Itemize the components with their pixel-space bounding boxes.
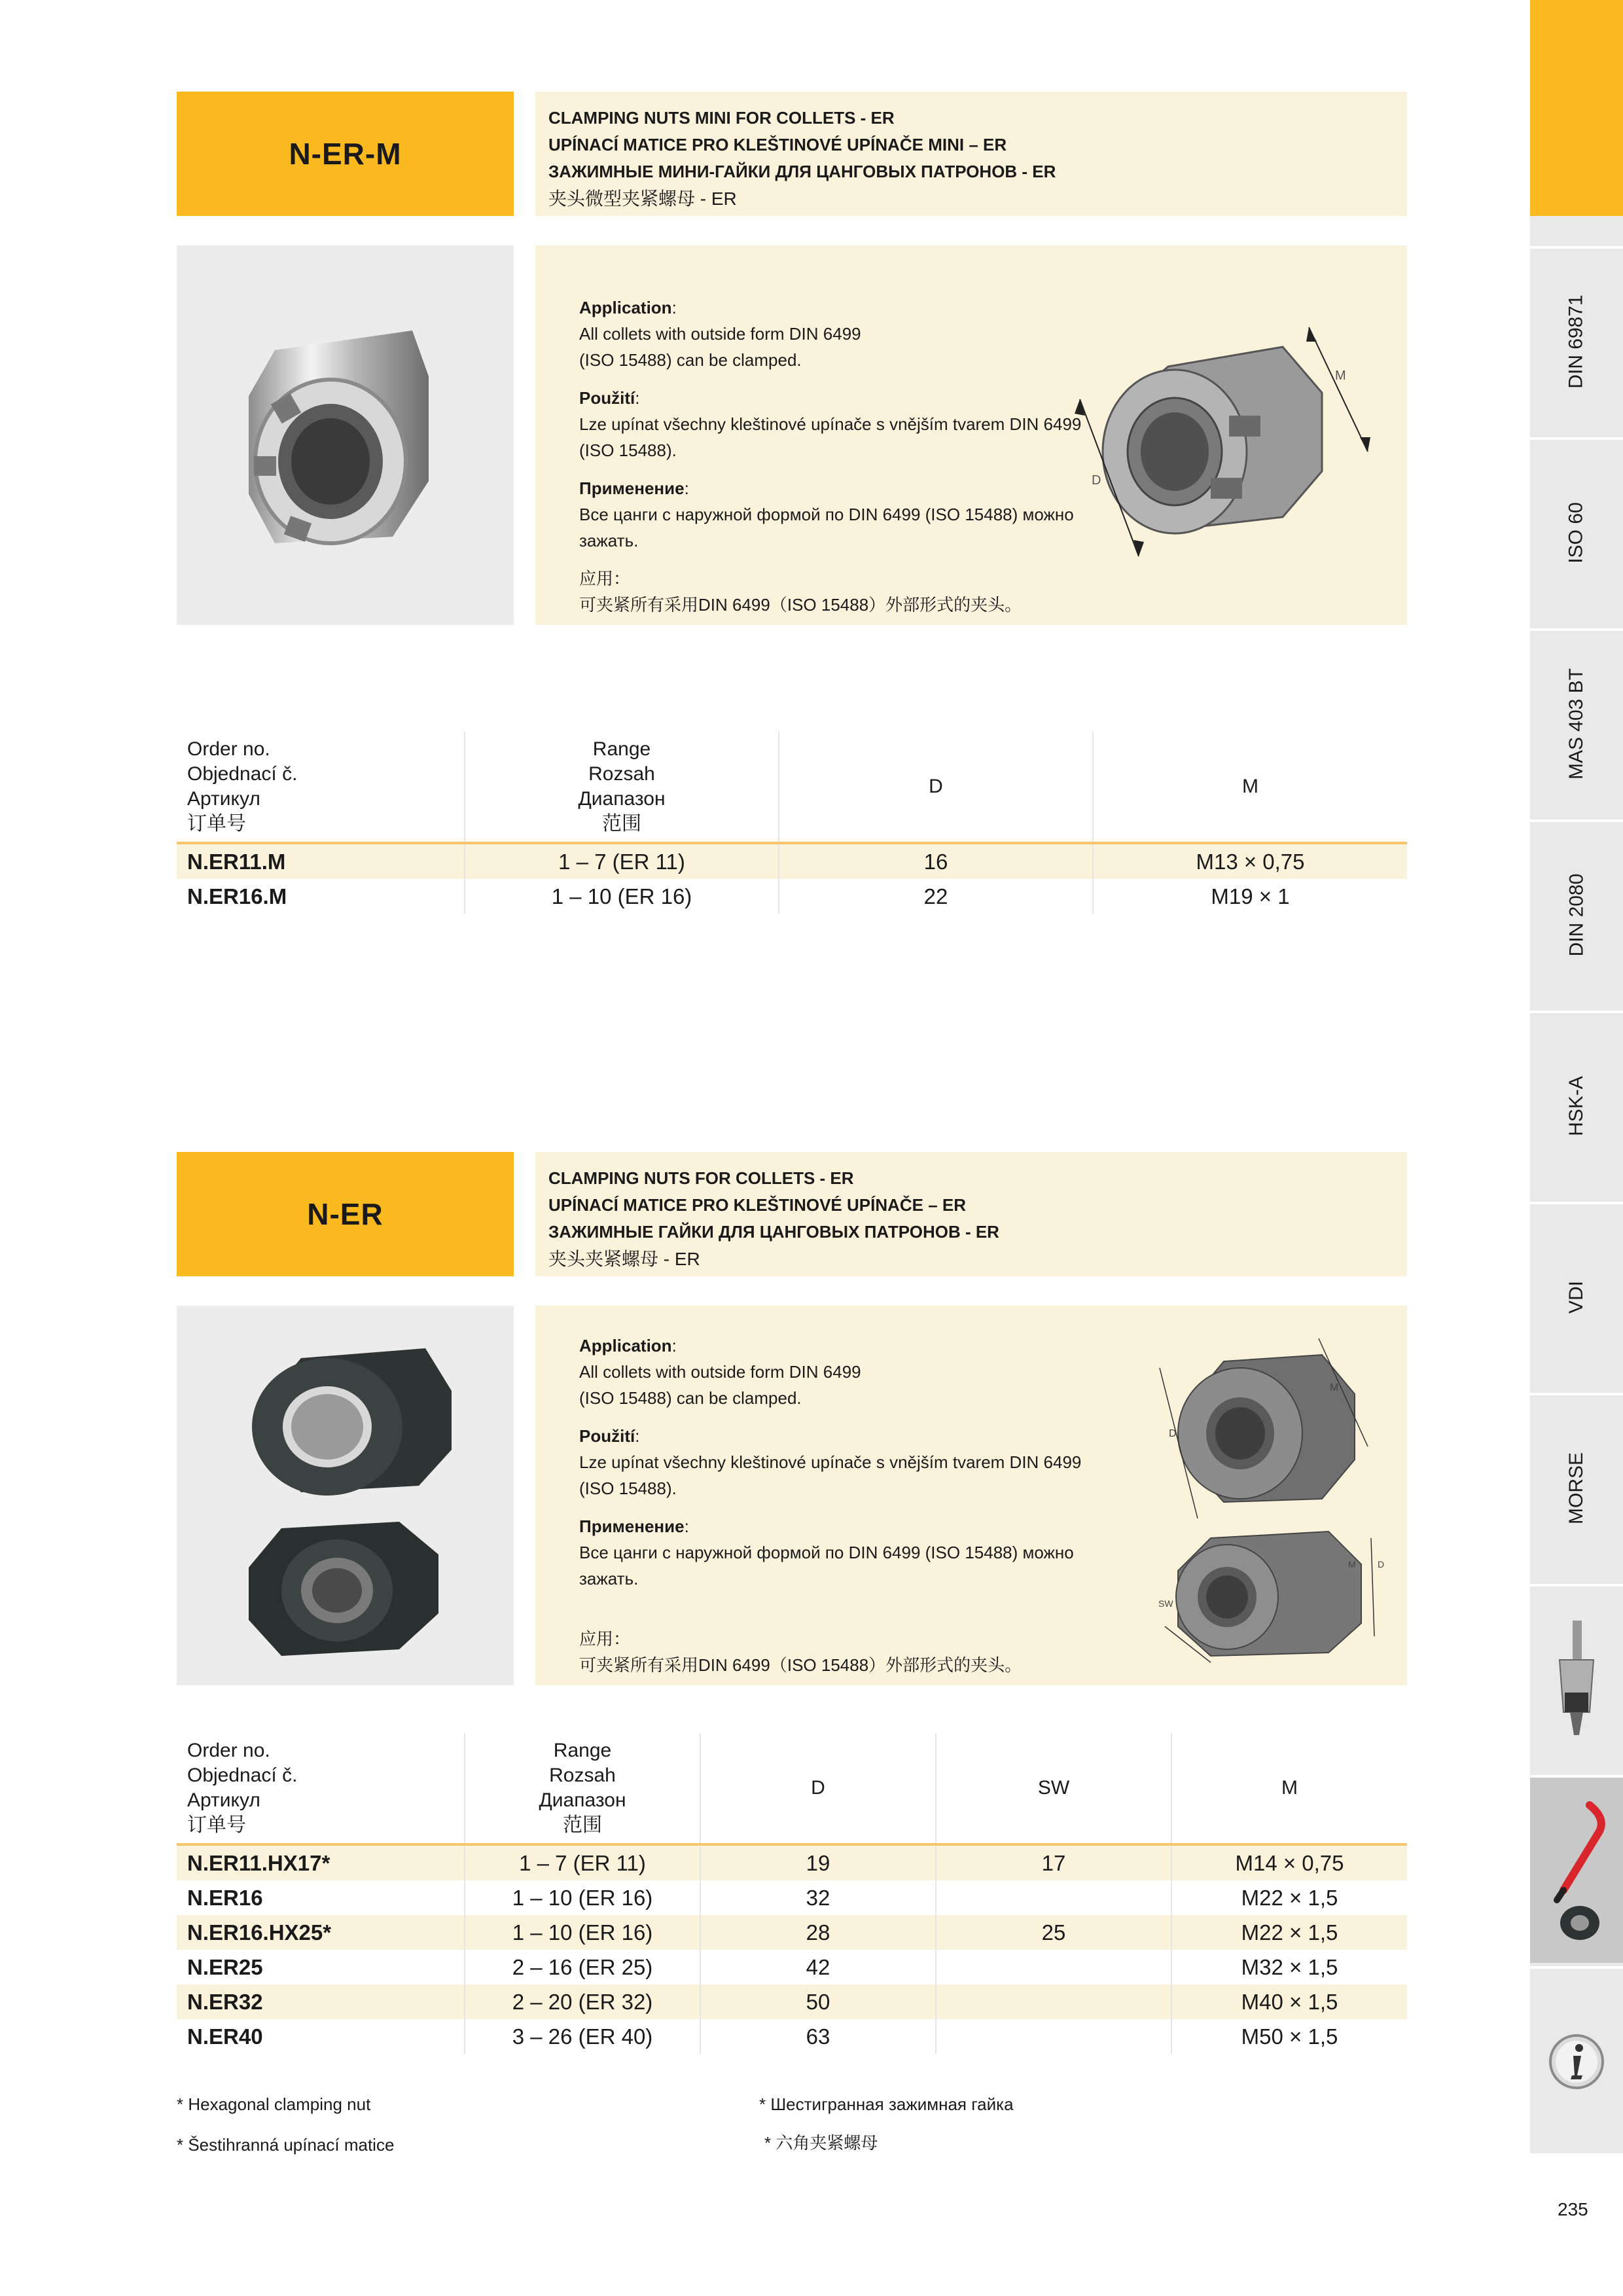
section1-title-zh: 夹头微型夹紧螺母 - ER [548, 188, 737, 209]
col-sw: SW [936, 1733, 1171, 1844]
col-d: D [779, 732, 1093, 843]
table-row: N.ER16.M 1 – 10 (ER 16) 22 M19 × 1 [177, 879, 1407, 914]
diagram2-label-m: M [1330, 1382, 1339, 1393]
col-range: Range Rozsah Диапазон 范围 [465, 1733, 700, 1844]
section1-titles [535, 92, 1407, 216]
app-label-cz: Použití [579, 388, 635, 408]
black-nuts-icon [177, 1306, 514, 1685]
app-label-zh: 应用： [579, 569, 631, 588]
tab-din-69871[interactable]: DIN 69871 [1530, 246, 1623, 434]
section1-title-ru: ЗАЖИМНЫЕ МИНИ-ГАЙКИ ДЛЯ ЦАНГОВЫХ ПАТРОНОВ - ER [548, 162, 1056, 181]
page-number: 235 [1558, 2199, 1588, 2219]
footnote-en: * Hexagonal clamping nut [177, 2094, 371, 2114]
section2-title-en: CLAMPING NUTS FOR COLLETS - ER [548, 1168, 854, 1188]
col-d: D [700, 1733, 936, 1844]
section2-titles [535, 1152, 1407, 1276]
tab-info[interactable] [1530, 1966, 1623, 2154]
app-text-ru-1: Все цанги с наружной формой по DIN 6499 (ISO 15488) можно [579, 505, 1074, 524]
app-label-ru: Применение [579, 478, 685, 498]
col-range: Range Rozsah Диапазон 范围 [465, 732, 779, 843]
table-row: N.ER40 3 – 26 (ER 40) 63 M50 × 1,5 [177, 2019, 1407, 2054]
table-row: N.ER11.M 1 – 7 (ER 11) 16 M13 × 0,75 [177, 843, 1407, 879]
app-text-cz-2: (ISO 15488). [579, 1479, 677, 1498]
col-m: M [1171, 1733, 1407, 1844]
drill-chuck-icon [1550, 1614, 1603, 1745]
wrench-nut-icon [1544, 1792, 1609, 1949]
table-header-row [177, 1733, 1407, 1844]
tab-din-2080[interactable]: DIN 2080 [1530, 819, 1623, 1007]
col-m: M [1093, 732, 1407, 843]
mini-nut-icon [177, 245, 514, 625]
catalog-sidebar [1530, 0, 1623, 2153]
section1-title-cz: UPÍNACÍ MATICE PRO KLEŠTINOVÉ UPÍNAČE MINI – ER [548, 135, 1007, 154]
diagram2-label-sw: SW [1158, 1598, 1173, 1609]
col-order: Order no. Objednací č. Артикул 订单号 [187, 1740, 298, 1836]
tab-hsk-a[interactable]: HSK-A [1530, 1011, 1623, 1198]
app-text-en-2: (ISO 15488) can be clamped. [579, 1388, 802, 1408]
sidebar-accent [1530, 0, 1623, 216]
table-row: N.ER32 2 – 20 (ER 32) 50 M40 × 1,5 [177, 1984, 1407, 2019]
tab-collet-nuts[interactable] [1530, 1775, 1623, 1963]
app-text-en-1: All collets with outside form DIN 6499 [579, 1362, 861, 1382]
app-text-zh: 可夹紧所有采用DIN 6499（ISO 15488）外部形式的夹头。 [579, 595, 1022, 615]
app-label-cz: Použití [579, 1426, 635, 1446]
app-text-en-2: (ISO 15488) can be clamped. [579, 350, 802, 370]
table-row: N.ER11.HX17* 1 – 7 (ER 11) 19 17 M14 × 0,75 [177, 1844, 1407, 1880]
table-row: N.ER25 2 – 16 (ER 25) 42 M32 × 1,5 [177, 1950, 1407, 1984]
section1-dimension-diagram [1060, 308, 1387, 569]
table-row: N.ER16 1 – 10 (ER 16) 32 M22 × 1,5 [177, 1880, 1407, 1915]
app-label-en: Application [579, 1336, 672, 1355]
diagram2b-label-d: D [1378, 1559, 1385, 1570]
tab-mas-403-bt[interactable]: MAS 403 BT [1530, 628, 1623, 816]
section2-dimension-diagrams [1152, 1329, 1387, 1669]
app-text-ru-1: Все цанги с наружной формой по DIN 6499 (ISO 15488) можно [579, 1543, 1074, 1562]
diagram2-label-d: D [1169, 1428, 1177, 1439]
section1-code-box [177, 92, 514, 216]
section2-code: N-ER [307, 1197, 383, 1231]
tab-drill-chuck[interactable] [1530, 1584, 1623, 1772]
table-header-row [177, 732, 1407, 843]
app-text-cz-2: (ISO 15488). [579, 440, 677, 460]
app-label-zh: 应用： [579, 1629, 631, 1649]
tab-vdi[interactable]: VDI [1530, 1202, 1623, 1390]
section1-table [177, 732, 1407, 914]
footnote-ru: * Шестигранная зажимная гайка [759, 2094, 1014, 2114]
section1-title-en: CLAMPING NUTS MINI FOR COLLETS - ER [548, 108, 895, 128]
section2-application: Application: All collets with outside form DIN 6499 (ISO 15488) can be clamped. Použití: Lze upínat všechny kleštinové upínače s vnějším tvarem DIN 6499 (ISO 15488). Применение: Все цанги с наружной формой по DIN 6499 (ISO 15488) можно зажать. 应用： 可夹紧所有采用DIN 6499（ISO 15488）外部形式的夹头。 [579, 1333, 1081, 1678]
app-text-ru-2: зажать. [579, 531, 639, 550]
table-row: N.ER16.HX25* 1 – 10 (ER 16) 28 25 M22 × 1,5 [177, 1915, 1407, 1950]
footnote-cz: * Šestihranná upínací matice [177, 2135, 395, 2155]
app-text-zh: 可夹紧所有采用DIN 6499（ISO 15488）外部形式的夹头。 [579, 1655, 1022, 1675]
footnote-zh: * 六角夹紧螺母 [764, 2133, 878, 2153]
section2-title-cz: UPÍNACÍ MATICE PRO KLEŠTINOVÉ UPÍNAČE – ER [548, 1195, 967, 1215]
section1-application: Application: All collets with outside form DIN 6499 (ISO 15488) can be clamped. Použití: Lze upínat všechny kleštinové upínače s vnějším tvarem DIN 6499 (ISO 15488). Применение: Все цанги с наружной формой по DIN 6499 (ISO 15488) можно зажать. 应用： 可夹紧所有采用DIN 6499（ISO 15488）外部形式的夹头。 [579, 295, 1081, 618]
section2-title-zh: 夹头夹紧螺母 - ER [548, 1249, 700, 1269]
diagram1-label-m: M [1335, 368, 1346, 383]
section2-table [177, 1733, 1407, 2054]
app-label-en: Application [579, 298, 672, 317]
app-text-ru-2: зажать. [579, 1569, 639, 1588]
section2-product-photo [177, 1306, 514, 1685]
app-label-ru: Применение [579, 1516, 685, 1536]
app-text-en-1: All collets with outside form DIN 6499 [579, 324, 861, 344]
diagram1-label-d: D [1092, 473, 1101, 488]
section1-code: N-ER-M [289, 137, 402, 171]
section2-code-box [177, 1152, 514, 1276]
diagram2b-label-m: M [1348, 1559, 1356, 1570]
section1-product-photo [177, 245, 514, 625]
app-text-cz-1: Lze upínat všechny kleštinové upínače s vnějším tvarem DIN 6499 [579, 414, 1082, 434]
section2-title-ru: ЗАЖИМНЫЕ ГАЙКИ ДЛЯ ЦАНГОВЫХ ПАТРОНОВ - ER [548, 1222, 999, 1242]
col-order: Order no. Objednací č. Артикул 订单号 [187, 738, 298, 834]
app-text-cz-1: Lze upínat všechny kleštinové upínače s vnějším tvarem DIN 6499 [579, 1452, 1082, 1472]
tab-iso-60[interactable]: ISO 60 [1530, 437, 1623, 625]
info-icon [1547, 2032, 1606, 2091]
tab-morse[interactable]: MORSE [1530, 1393, 1623, 1581]
